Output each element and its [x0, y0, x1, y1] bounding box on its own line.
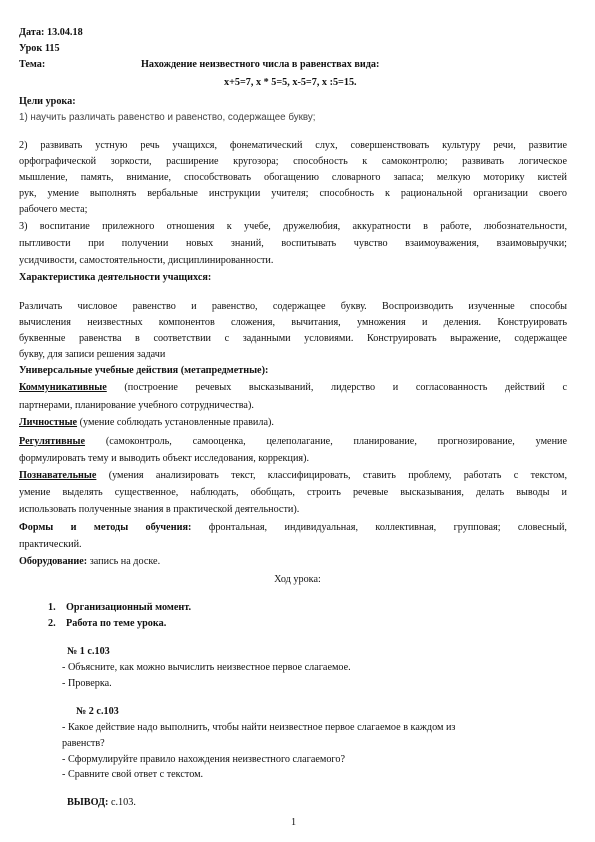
cognitive-line-1 — [19, 469, 567, 483]
forms-text: фронтальная, индивидуальная, коллективная, групповая; словесный, — [191, 522, 567, 533]
flow-item-1-number: 1. — [48, 602, 56, 613]
goal-1: 1) научить различать равенство и равенство, содержащее букву; — [19, 112, 316, 123]
activity-heading: Характеристика деятельности учащихся: — [19, 272, 212, 283]
conclusion-text: с.103. — [108, 797, 136, 808]
cognitive-label: Познавательные — [19, 470, 97, 481]
regulative-line-1 — [19, 435, 567, 449]
regulative-text: (самоконтроль, самооценка, целеполагание, планирование, прогнозирование, умение — [85, 436, 567, 447]
goal-2-line-5: рабочего места; — [19, 204, 88, 215]
activity-line-1: Различать числовое равенство и равенство, содержащее букву. Воспроизводить изученные способы — [19, 301, 567, 312]
lesson-date: Дата: 13.04.18 — [19, 27, 83, 38]
lesson-number: Урок 115 — [19, 43, 60, 54]
conclusion-label: ВЫВОД: — [67, 797, 109, 808]
page-number: 1 — [291, 817, 297, 828]
equipment-line — [19, 555, 160, 569]
theme-title: Нахождение неизвестного числа в равенствах вида: — [141, 59, 380, 70]
task-1-question-2: - Проверка. — [62, 678, 112, 689]
flow-item-2-text: Работа по теме урока. — [66, 618, 167, 629]
goal-3-line-3: усидчивости, самостоятельности, дисциплинированности. — [19, 255, 274, 266]
task-2-title: № 2 с.103 — [76, 706, 119, 717]
goal-3-line-1: 3) воспитание прилежного отношения к учебе, дружелюбия, аккуратности в работе, любознательности, — [19, 221, 567, 232]
theme-equations: x+5=7, x * 5=5, x-5=7, x :5=15. — [224, 77, 357, 88]
goal-3-line-2: пытливости при получении новых знаний, воспитывать чувство взаимоуважения, взаимовыручки; — [19, 238, 567, 249]
cognitive-line-3: использовать полученные знания в практической деятельности). — [19, 504, 300, 515]
activity-line-3: буквенные равенства в соответствии с заданными условиями. Конструировать выражение, содержащее — [19, 333, 567, 344]
flow-item-2-number: 2. — [48, 618, 56, 629]
theme-label: Тема: — [19, 59, 46, 70]
goal-2-line-2: орфографической зоркости, расширение кругозора; способность к самоконтролю; развивать логическое — [19, 156, 567, 167]
activity-line-2: вычисления неизвестных компонентов сложения, вычитания, умножения и деления. Конструировать — [19, 317, 567, 328]
communicative-text: (построение речевых высказываний, лидерство и согласованность действий с — [106, 382, 567, 393]
activity-line-4: букву, для записи решения задачи — [19, 349, 166, 360]
cognitive-text: (умения анализировать текст, классифицировать, ставить проблему, работать с текстом, — [96, 470, 567, 481]
goal-2-line-1: 2) развивать устную речь учащихся, фонематический слух, совершенствовать культуру речи, развитие — [19, 140, 567, 151]
task-2-question-3: - Сравните свой ответ с текстом. — [62, 769, 204, 780]
forms-line-1 — [19, 521, 567, 535]
regulative-line-2: формулировать тему и выводить объект исследования, коррекция). — [19, 453, 310, 464]
goals-heading: Цели урока: — [19, 96, 76, 107]
task-2-question-1-cont: равенств? — [62, 738, 105, 749]
forms-line-2: практический. — [19, 539, 82, 550]
equipment-label: Оборудование: — [19, 556, 88, 567]
flow-item-1 — [48, 601, 191, 615]
regulative-label: Регулятивные — [19, 436, 86, 447]
cognitive-line-2: умение выделять существенное, наблюдать, обобщать, строить речевые высказывания, делать выводы и — [19, 487, 567, 498]
communicative-label: Коммуникативные — [19, 382, 107, 393]
flow-item-1-text: Организационный момент. — [66, 602, 191, 613]
personal-label: Личностные — [19, 417, 78, 428]
task-2-question-2: - Сформулируйте правило нахождения неизвестного слагаемого? — [62, 754, 345, 765]
equipment-text: запись на доске. — [87, 556, 161, 567]
communicative-line-1 — [19, 381, 567, 395]
communicative-line-2: партнерами, планирование учебного сотрудничества). — [19, 400, 254, 411]
flow-item-2 — [48, 617, 166, 631]
goal-2-line-4: рук, умение выполнять вербальные инструкции учителя; способность к рациональной организации своего — [19, 188, 567, 199]
conclusion-line — [67, 796, 136, 810]
task-2-question-1: - Какое действие надо выполнить, чтобы найти неизвестное первое слагаемое в каждом из — [62, 722, 456, 733]
task-1-title: № 1 с.103 — [67, 646, 110, 657]
task-1-question-1: - Объясните, как можно вычислить неизвестное первое слагаемое. — [62, 662, 351, 673]
personal-line — [19, 416, 274, 430]
uud-heading: Универсальные учебные действия (метапредметные): — [19, 365, 269, 376]
personal-text: (умение соблюдать установленные правила). — [77, 417, 274, 428]
lesson-flow-heading: Ход урока: — [274, 574, 321, 585]
forms-label: Формы и методы обучения: — [19, 522, 192, 533]
goal-2-line-3: мышление, память, внимание, способствовать обогащению словарного запаса; мелкую моторику кистей — [19, 172, 567, 183]
